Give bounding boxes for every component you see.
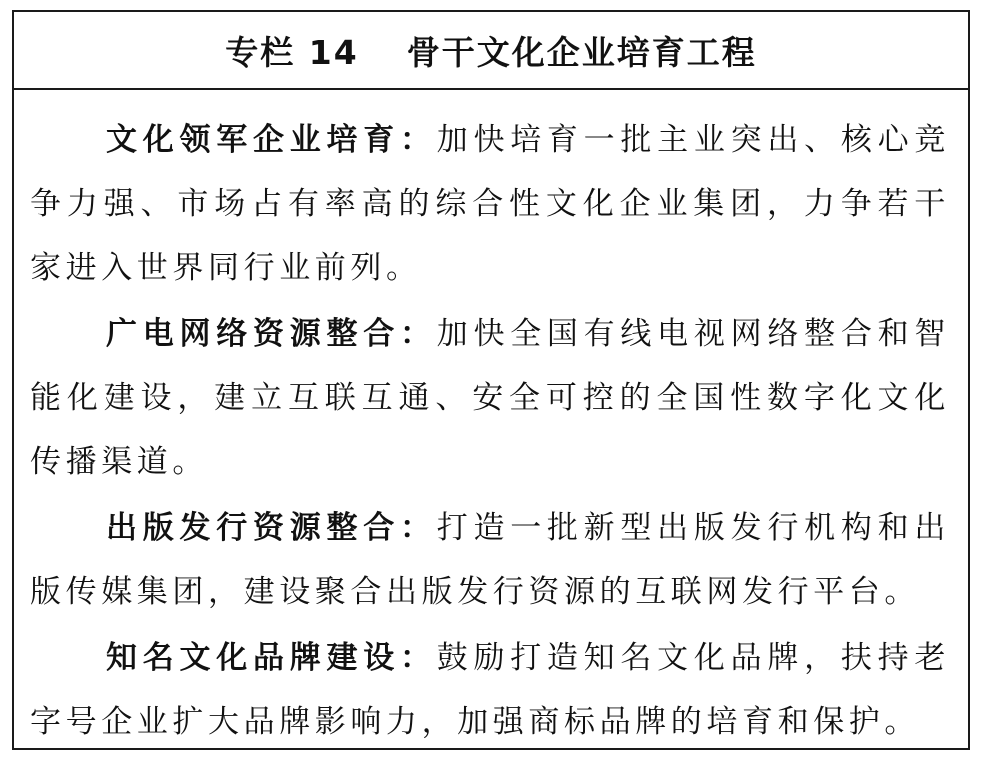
paragraph-heading: 出版发行资源整合： (106, 510, 437, 546)
column-body (14, 90, 968, 756)
paragraph-text: 鼓励打造知名文化品牌，扶持老字号企业扩大品牌影响力，加强商标品牌的培育和保护。 (30, 640, 950, 740)
column-box (12, 10, 970, 750)
column-title: 骨干文化企业培育工程 (406, 32, 757, 72)
paragraph-brand-building (30, 626, 950, 754)
paragraph-text: 加快培育一批主业突出、核心竞争力强、市场占有率高的综合性文化企业集团，力争若干家进入世界同行业前列。 (30, 122, 950, 286)
paragraph-publishing-resources (30, 496, 950, 624)
paragraph-text: 打造一批新型出版发行机构和出版传媒集团，建设聚合出版发行资源的互联网发行平台。 (30, 510, 950, 610)
paragraph-heading: 文化领军企业培育： (106, 122, 437, 158)
paragraph-heading: 广电网络资源整合： (106, 316, 437, 352)
paragraph-leading-enterprises (30, 108, 950, 300)
paragraph-heading: 知名文化品牌建设： (106, 640, 437, 676)
paragraph-broadcast-network (30, 302, 950, 494)
column-header (14, 12, 968, 90)
column-label: 专栏 14 (225, 32, 359, 72)
paragraph-text: 加快全国有线电视网络整合和智能化建设，建立互联互通、安全可控的全国性数字化文化传播渠道。 (30, 316, 950, 480)
